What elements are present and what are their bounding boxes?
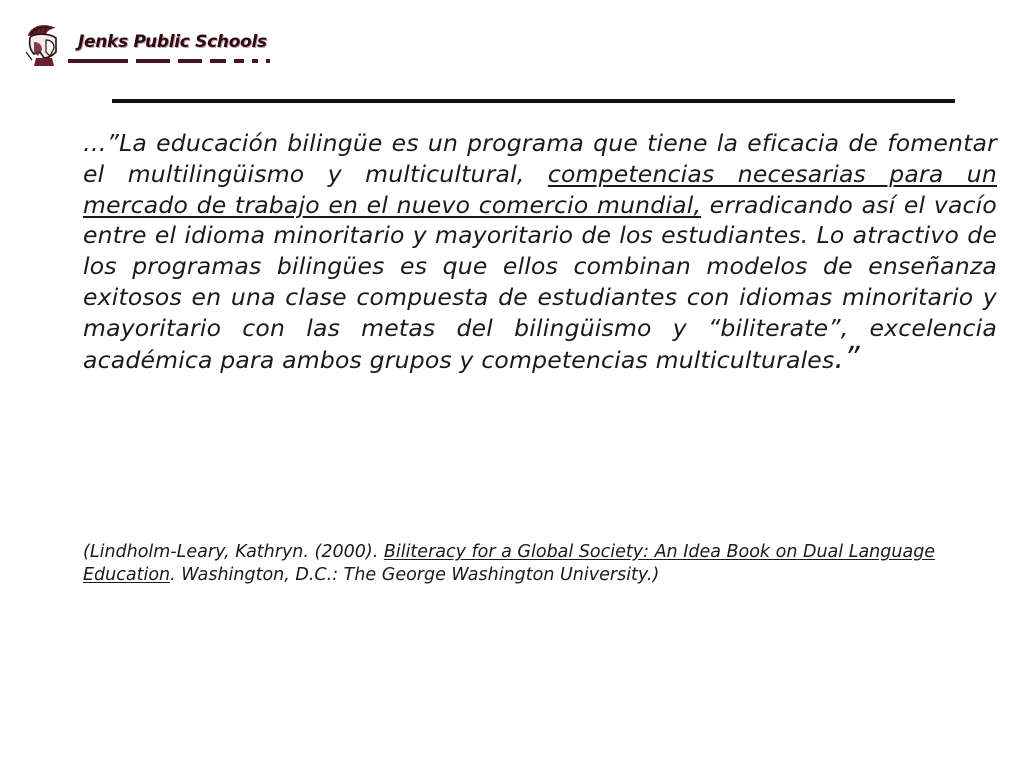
logo-dash-underline — [68, 56, 298, 66]
quote-text-part2: erradicando así el vacío entre el idioma minoritario y mayoritario de los estudiantes. Lo atractivo de los programas bilingües es que ellos combinan modelos de enseñanza exitosos en una clase compuesta de estudiantes con idiomas minoritario y mayoritario con las metas del bilingüismo y “biliterate”, excelencia académica para ambos grupos y competencias multiculturales — [83, 190, 997, 374]
quote-close-mark: .” — [834, 340, 860, 376]
citation-book-title: Biliteracy for a Global Society: An Idea Book on Dual Language Education — [83, 542, 936, 585]
trojan-helmet-icon — [22, 22, 66, 68]
quote-paragraph — [83, 128, 997, 375]
citation-suffix: . Washington, D.C.: The George Washington University.) — [170, 565, 660, 585]
jenks-logo — [22, 22, 282, 72]
quote-text-part1: La educación bilingüe es un programa que tiene la eficacia de fomentar el multilingüismo y multicultural, — [83, 129, 997, 188]
quote-open-mark: …” — [83, 129, 120, 157]
logo-text: Jenks Public Schools — [78, 32, 267, 52]
citation — [83, 541, 993, 587]
quote-underlined-text: competencias necesarias para un mercado de trabajo en el nuevo comercio mundial, — [83, 159, 997, 219]
citation-prefix: (Lindholm-Leary, Kathryn. (2000). — [83, 542, 384, 562]
title-divider — [112, 99, 955, 103]
